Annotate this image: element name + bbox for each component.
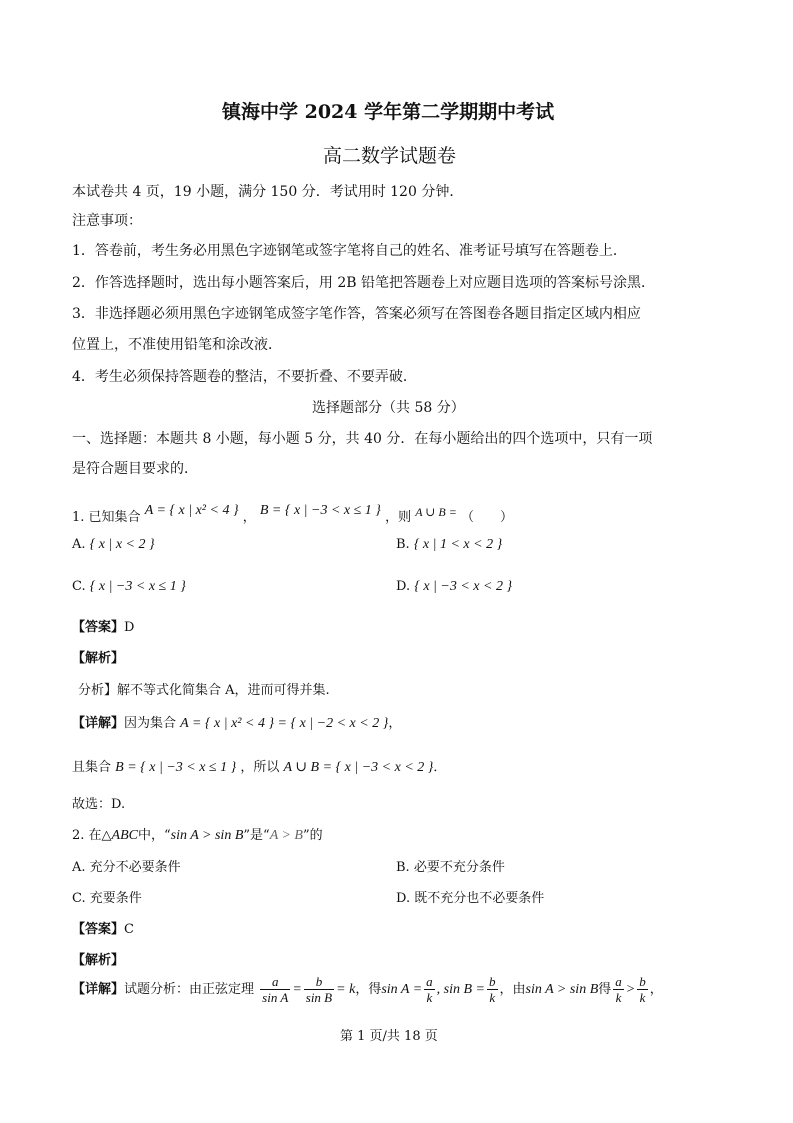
section-desc: 一、选择题：本题共 8 小题，每小题 5 分，共 40 分．在每小题给出的四个选项中，只有一项 — [72, 431, 653, 447]
intro-text: 本试卷共 4 页，19 小题，满分 150 分．考试用时 120 分钟． — [72, 184, 464, 200]
fraction-b-over-sinB: $\frac{b}{\text{sin B}}$ — [305, 974, 333, 1005]
equals-k: = k — [336, 982, 356, 997]
q2-analysis-tag: 【解析】 — [72, 953, 125, 968]
option-label: C. — [72, 579, 86, 594]
q1-sep: ， — [242, 510, 256, 525]
section-heading: 选择题部分（共 58 分） — [312, 400, 465, 416]
option-text: 充分不必要条件 — [89, 860, 181, 875]
q1-detail-line1 — [72, 712, 401, 732]
exam-title: 镇海中学 2024 学年第二学期期中考试 — [222, 101, 555, 123]
q2-option-a — [72, 856, 181, 875]
option-text: 必要不充分条件 — [413, 860, 505, 875]
detail-math: A ∪ B = { x | −3 < x < 2 } — [283, 760, 434, 775]
q1-paren: （ ） — [460, 510, 513, 525]
equals-sign: = — [292, 982, 302, 997]
q1-detail-line2 — [72, 756, 446, 776]
q1-union: A ∪ B = — [415, 505, 457, 519]
inequality: sin A > sin B — [525, 982, 599, 997]
notice-item-2: 2．作答选择题时，选出每小题答案后，用 2B 铅笔把答题卷上对应题目选项的答案标号涂黑． — [72, 275, 656, 291]
notice-item-1: 1．答卷前，考生务必用黑色字迹钢笔或签字笔将自己的姓名、准考证号填写在答题卷上． — [72, 243, 627, 259]
sinB-lhs: , sin B = — [436, 982, 486, 997]
q1-choice: 故选：D. — [72, 797, 126, 812]
detail-text: 且集合 — [72, 760, 112, 775]
q2-option-b — [396, 856, 505, 875]
q1-stem-prefix: 1. 已知集合 — [72, 510, 141, 525]
page-footer: 第 1 页/共 18 页 — [340, 1029, 438, 1044]
detail-math: B = { x | −3 < x ≤ 1 } — [115, 760, 237, 775]
q2-stem — [72, 824, 323, 844]
detail-text: 因为集合 — [124, 716, 177, 731]
q2-detail — [72, 974, 663, 1005]
q2-answer — [72, 918, 134, 937]
option-label: B. — [396, 860, 410, 875]
detail-tag: 【详解】 — [72, 982, 125, 997]
notice-item-3-cont: 位置上，不准使用铅笔和涂改液． — [72, 337, 282, 353]
q1-set-b: B = { x | −3 < x ≤ 1 } — [259, 503, 381, 518]
option-text: { x | −3 < x ≤ 1 } — [89, 579, 186, 594]
q2-option-c — [72, 887, 142, 906]
section-desc-cont: 是符合题目要求的． — [72, 461, 198, 477]
q2-stem-prefix: 2. 在△ — [72, 828, 112, 843]
q1-answer — [72, 616, 134, 635]
q1-analysis: 分析】解不等式化简集合 A，进而可得并集. — [78, 683, 330, 698]
q2-triangle: ABC — [111, 828, 138, 843]
detail-text: ，由 — [499, 982, 526, 997]
q1-stem-suffix: ，则 — [385, 510, 412, 525]
detail-text: ，得 — [355, 982, 382, 997]
q1-analysis-tag: 【解析】 — [72, 651, 125, 666]
fraction-a-over-k: $\frac{a}{k}$ — [426, 974, 433, 1005]
greater-than: > — [625, 982, 636, 997]
fraction-b-over-k: $\frac{b}{k}$ — [639, 974, 646, 1005]
option-text: { x | x < 2 } — [89, 537, 155, 552]
fraction-a-over-sinA: $\frac{a}{\text{sin A}}$ — [262, 974, 289, 1005]
q2-cond1: sin A > sin B — [170, 828, 244, 843]
answer-tag: 【答案】 — [72, 620, 125, 635]
option-label: B. — [396, 537, 410, 552]
detail-end: ． — [433, 760, 447, 775]
q2-option-d — [396, 887, 544, 906]
q2-stem-mid: 中，“ — [138, 828, 171, 843]
option-text: 充要条件 — [89, 891, 142, 906]
q2-stem-is: ”是“ — [243, 828, 270, 843]
detail-text: 试题分析：由正弦定理 — [124, 982, 255, 997]
q1-stem — [72, 503, 513, 526]
option-label: D. — [396, 891, 411, 906]
detail-text: 得 — [598, 982, 612, 997]
notice-item-4: 4．考生必须保持答题卷的整洁，不要折叠、不要弄破． — [72, 369, 417, 385]
option-label: A. — [72, 537, 86, 552]
q1-option-c — [72, 579, 186, 595]
exam-subtitle: 高二数学试题卷 — [323, 145, 457, 167]
q1-set-a: A = { x | x² < 4 } — [144, 503, 239, 518]
q1-option-a — [72, 537, 155, 553]
detail-math: A = { x | x² < 4 } = { x | −2 < x < 2 } — [180, 716, 389, 731]
q1-option-b — [396, 537, 502, 553]
answer-value: D — [124, 620, 135, 635]
q2-stem-end: ”的 — [303, 828, 323, 843]
sinA-lhs: sin A = — [381, 982, 423, 997]
answer-tag: 【答案】 — [72, 922, 125, 937]
option-label: D. — [396, 579, 411, 594]
detail-end: ， — [649, 982, 663, 997]
option-label: A. — [72, 860, 86, 875]
option-text: 既不充分也不必要条件 — [414, 891, 545, 906]
q2-cond2: A > B — [269, 828, 303, 843]
fraction-a-over-k: $\frac{a}{k}$ — [615, 974, 622, 1005]
option-text: { x | 1 < x < 2 } — [413, 537, 503, 552]
notice-heading: 注意事项： — [72, 213, 142, 229]
fraction-b-over-k: $\frac{b}{k}$ — [489, 974, 496, 1005]
detail-text: ，所以 — [240, 760, 280, 775]
q1-option-d — [396, 579, 512, 595]
option-label: C. — [72, 891, 86, 906]
detail-tag: 【详解】 — [72, 716, 125, 731]
detail-end: ， — [388, 716, 402, 731]
notice-item-3: 3．非选择题必须用黑色字迹钢笔成签字笔作答，答案必须写在答图卷各题目指定区域内相应 — [72, 306, 641, 322]
answer-value: C — [124, 922, 134, 937]
option-text: { x | −3 < x < 2 } — [414, 579, 513, 594]
